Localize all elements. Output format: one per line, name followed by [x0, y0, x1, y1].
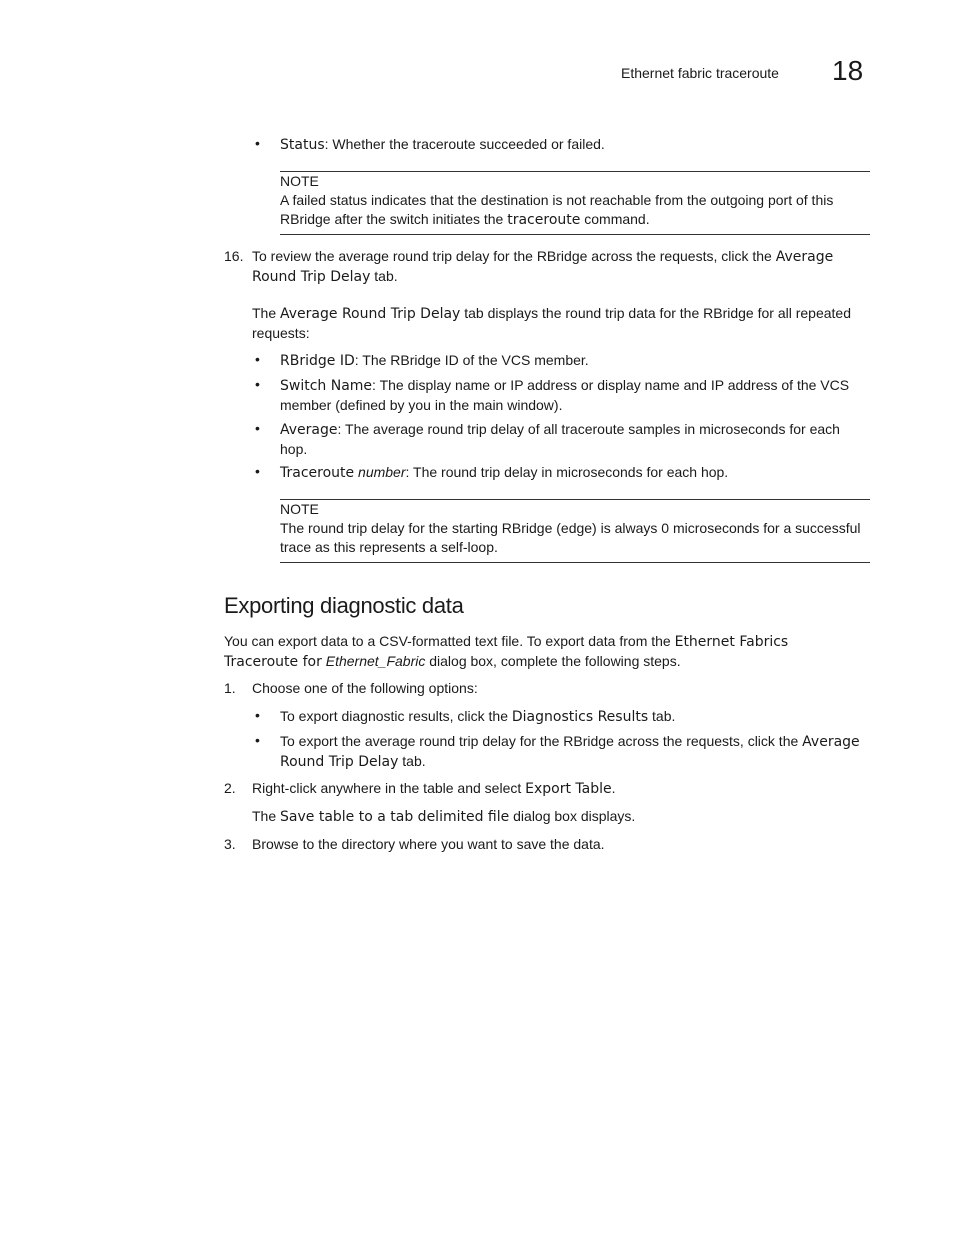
step-text: Choose one of the following options: [252, 680, 478, 696]
term-average: Average [775, 249, 834, 265]
bullet-icon: • [255, 351, 260, 367]
section-intro: You can export data to a CSV-formatted text file. To export data from the Ethernet Fabrics Traceroute for Ethernet_Fabric dialog box, complete the following steps. [224, 633, 789, 670]
step-number: 3. [224, 836, 236, 852]
bullet-icon: • [255, 707, 260, 723]
bullet-icon: • [255, 376, 260, 392]
step-text: Right-click anywhere in the table and select Export Table. [252, 780, 616, 797]
bullet-icon: • [255, 420, 260, 436]
list-item: RBridge ID: The RBridge ID of the VCS member. [280, 352, 589, 369]
note-text: The round trip delay for the starting RBridge (edge) is always 0 microseconds for a successful trace as this represents a self-loop. [280, 520, 861, 555]
status-bullet-text: Status: Whether the traceroute succeeded or failed. [280, 136, 605, 153]
section-heading: Exporting diagnostic data [224, 593, 464, 618]
running-header-title: Ethernet fabric traceroute [621, 65, 779, 81]
step-text: Browse to the directory where you want to save the data. [252, 836, 605, 852]
step-number: 16. [224, 248, 244, 264]
list-item: Traceroute number: The round trip delay in microseconds for each hop. [280, 464, 729, 481]
step-number: 1. [224, 680, 236, 696]
note-label: NOTE [280, 501, 319, 517]
term-save-table: Save table to a tab delimited file [280, 809, 510, 825]
term-average-round-trip-delay: Average Round Trip Delay [280, 306, 461, 322]
term-traceroute: traceroute [507, 212, 581, 228]
step-16-text: To review the average round trip delay for the RBridge across the requests, click the Average Round Trip Delay tab. [252, 248, 834, 285]
chapter-number: 18 [832, 55, 864, 86]
list-item: To export the average round trip delay for the RBridge across the requests, click the Average Round Trip Delay tab. [280, 733, 860, 770]
list-item: To export diagnostic results, click the Diagnostics Results tab. [280, 708, 676, 725]
term-ethernet-fabrics-traceroute: Ethernet Fabrics Traceroute for [224, 634, 789, 670]
term-round-trip-delay: Round Trip Delay [252, 269, 371, 285]
step-number: 2. [224, 780, 236, 796]
bullet-icon: • [255, 463, 260, 479]
note-label: NOTE [280, 173, 319, 189]
list-item: Average: The average round trip delay of all traceroute samples in microseconds for each hop. [280, 421, 840, 457]
step-2-paragraph: The Save table to a tab delimited file dialog box displays. [252, 808, 636, 825]
note-box [280, 499, 870, 563]
term-export-table: Export Table [525, 781, 612, 797]
bullet-icon: • [255, 135, 260, 151]
note-text: A failed status indicates that the destination is not reachable from the outgoing port of this RBridge after the switch initiates the traceroute command. [280, 192, 834, 228]
list-item: Switch Name: The display name or IP address or display name and IP address of the VCS member (defined by you in the main window). [280, 377, 850, 413]
bullet-icon: • [255, 732, 260, 748]
step-16-paragraph: The Average Round Trip Delay tab displays the round trip data for the RBridge for all repeated requests: [252, 305, 852, 341]
note-box [280, 171, 870, 235]
term-status: Status [280, 137, 325, 153]
